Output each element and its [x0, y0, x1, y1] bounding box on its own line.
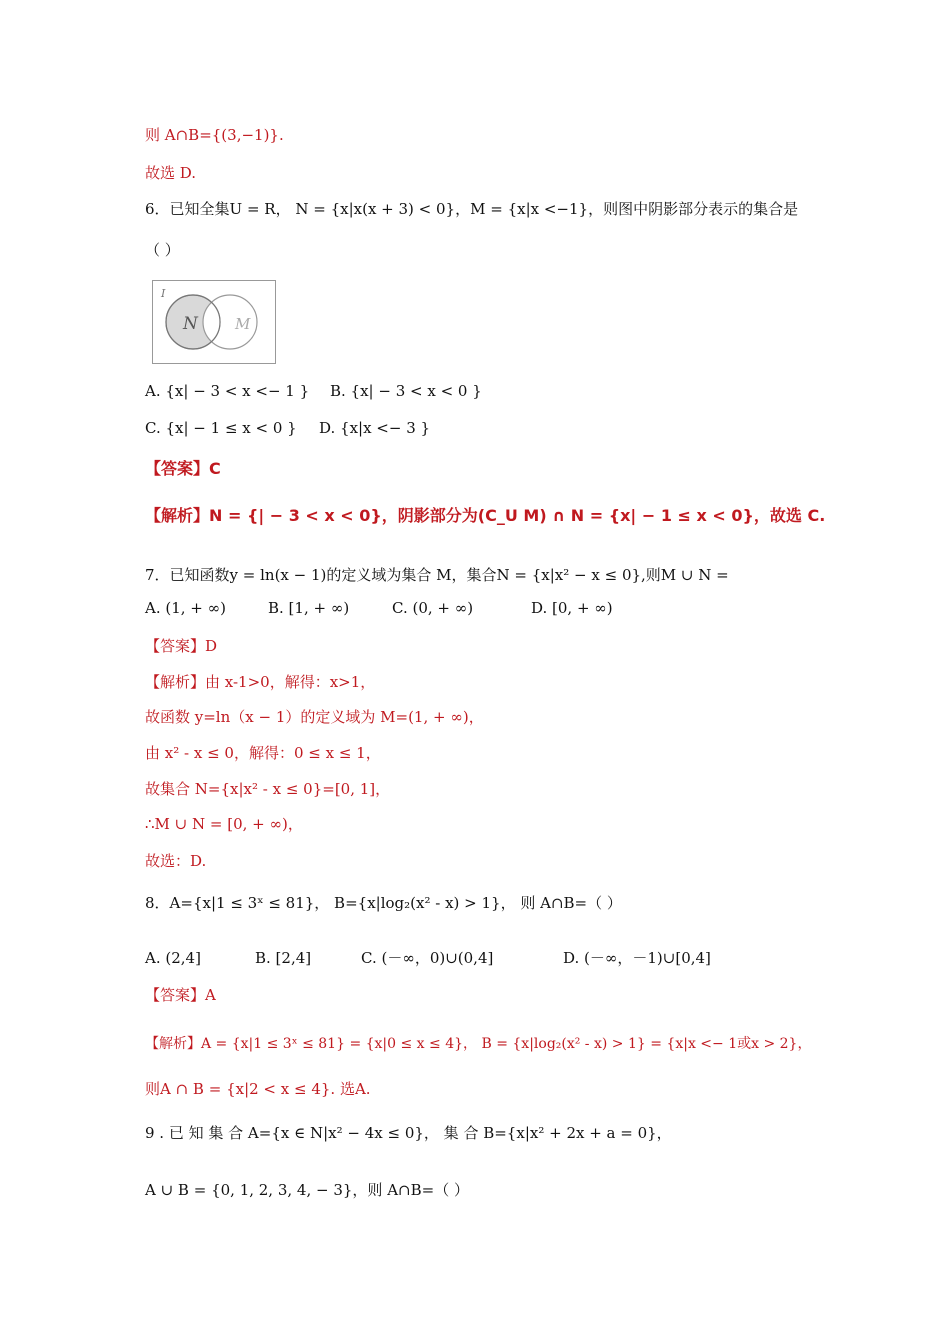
q7-analysis-1: 【解析】由 x-1>0，解得：x>1， — [145, 673, 376, 691]
q8-option-c: C. (－∞，0)∪(0,4] — [361, 949, 494, 967]
q6-option-d: D. {x|x <− 3 } — [319, 419, 431, 437]
q7-answer: 【答案】D — [145, 637, 218, 655]
q6-analysis: 【解析】N = {| − 3 < x < 0}，阴影部分为(C_U M) ∩ N = {x| − 1 ≤ x < 0}，故选 C. — [145, 506, 826, 525]
question-8: 8．A={x|1 ≤ 3ˣ ≤ 81}， B={x|log₂(x² - x) > 1}， 则 A∩B=（ ） — [145, 894, 622, 912]
q7-analysis-4: 故集合 N={x|x² - x ≤ 0}=[0, 1]， — [145, 780, 391, 798]
set-m-label: M — [235, 315, 251, 333]
q6-answer: 【答案】C — [145, 459, 221, 478]
q7-option-a: A. (1, + ∞) — [145, 599, 226, 617]
question-9-line-2: A ∪ B = {0, 1, 2, 3, 4, − 3}，则 A∩B=（ ） — [145, 1181, 469, 1199]
q8-option-b: B. [2,4] — [255, 949, 312, 967]
q7-analysis-3: 由 x² - x ≤ 0，解得：0 ≤ x ≤ 1， — [145, 744, 381, 762]
venn-svg — [153, 281, 275, 363]
question-6: 6．已知全集U = R， N = {x|x(x + 3) < 0}，M = {x|x <−1}，则图中阴影部分表示的集合是 — [145, 200, 799, 218]
q8-conclusion: 则A ∩ B = {x|2 < x ≤ 4}. 选A. — [145, 1080, 371, 1098]
q7-option-b: B. [1, + ∞) — [268, 599, 350, 617]
q7-analysis-6: 故选：D. — [145, 852, 207, 870]
q6-option-a: A. {x| − 3 < x <− 1 } — [145, 382, 310, 400]
q8-option-a: A. (2,4] — [145, 949, 201, 967]
q8-option-d: D. (－∞，－1)∪[0,4] — [563, 949, 711, 967]
universe-label: I — [161, 287, 166, 300]
text-line: 故选 D. — [145, 164, 197, 182]
q7-option-c: C. (0, + ∞) — [392, 599, 474, 617]
q7-option-d: D. [0, + ∞) — [531, 599, 613, 617]
question-6-paren: （ ） — [145, 241, 180, 259]
q7-analysis-5: ∴M ∪ N = [0, + ∞)， — [145, 815, 303, 833]
q6-option-c: C. {x| − 1 ≤ x < 0 } — [145, 419, 297, 437]
q8-answer: 【答案】A — [145, 986, 216, 1004]
question-7: 7．已知函数y = ln(x − 1)的定义域为集合 M，集合N = {x|x² − x ≤ 0},则M ∪ N = — [145, 566, 729, 584]
set-n-label: N — [183, 314, 198, 334]
venn-diagram — [152, 280, 276, 364]
question-9-line-1: 9 . 已 知 集 合 A={x ∈ N|x² − 4x ≤ 0}， 集 合 B={x|x² + 2x + a = 0}， — [145, 1124, 672, 1142]
q8-analysis: 【解析】A = {x|1 ≤ 3ˣ ≤ 81} = {x|0 ≤ x ≤ 4}， B = {x|log₂(x² - x) > 1} = {x|x <− 1或x > 2}， — [145, 1036, 812, 1052]
q7-analysis-2: 故函数 y=ln（x − 1）的定义域为 M=(1, + ∞)， — [145, 708, 484, 726]
q6-option-b: B. {x| − 3 < x < 0 } — [330, 382, 482, 400]
text-line: 则 A∩B={(3,−1)}. — [145, 126, 284, 144]
